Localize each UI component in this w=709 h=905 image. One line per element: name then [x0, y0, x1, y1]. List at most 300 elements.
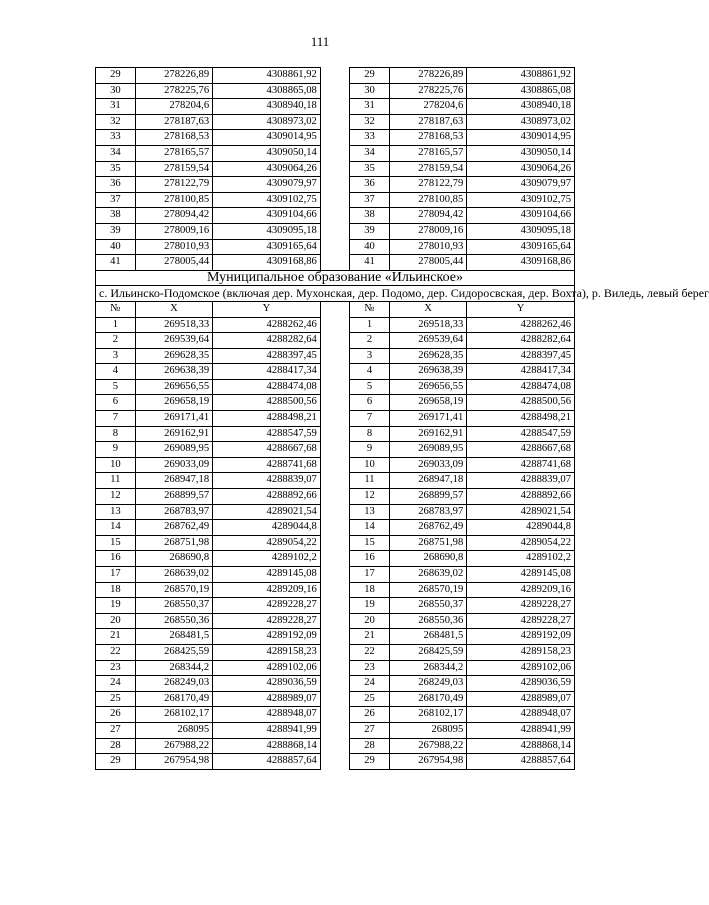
x-coordinate: 268690,8: [389, 551, 466, 567]
column-gap: [320, 395, 349, 411]
y-coordinate: 4308861,92: [467, 68, 575, 84]
y-coordinate: 4288417,34: [213, 364, 321, 380]
point-number: 22: [350, 644, 390, 660]
point-number: 31: [350, 99, 390, 115]
y-coordinate: 4288892,66: [467, 489, 575, 505]
column-gap: [320, 99, 349, 115]
y-coordinate: 4288500,56: [467, 395, 575, 411]
table-row: [96, 489, 575, 505]
point-number: 35: [350, 161, 390, 177]
y-coordinate: 4288741,68: [467, 457, 575, 473]
y-coordinate: 4288989,07: [213, 691, 321, 707]
table-row: [96, 364, 575, 380]
y-coordinate: 4288498,21: [467, 411, 575, 427]
point-number: 8: [350, 426, 390, 442]
section-subtitle-row: [96, 286, 575, 302]
column-gap: [320, 411, 349, 427]
y-coordinate: 4289021,54: [213, 504, 321, 520]
y-coordinate: 4308865,08: [213, 83, 321, 99]
point-number: 9: [350, 442, 390, 458]
point-number: 33: [350, 130, 390, 146]
column-header-x: X: [135, 301, 212, 317]
table-row: [96, 738, 575, 754]
x-coordinate: 268425,59: [389, 644, 466, 660]
x-coordinate: 269089,95: [135, 442, 212, 458]
y-coordinate: 4308940,18: [467, 99, 575, 115]
y-coordinate: 4289145,08: [467, 567, 575, 583]
point-number: 19: [96, 598, 136, 614]
x-coordinate: 278204,6: [135, 99, 212, 115]
point-number: 4: [350, 364, 390, 380]
x-coordinate: 267988,22: [389, 738, 466, 754]
table-row: [96, 660, 575, 676]
table-row: [96, 567, 575, 583]
point-number: 34: [96, 145, 136, 161]
point-number: 7: [96, 411, 136, 427]
point-number: 37: [96, 192, 136, 208]
point-number: 24: [350, 676, 390, 692]
point-number: 35: [96, 161, 136, 177]
table-row: [96, 535, 575, 551]
y-coordinate: 4289228,27: [467, 613, 575, 629]
x-coordinate: 269638,39: [389, 364, 466, 380]
y-coordinate: 4309064,26: [213, 161, 321, 177]
point-number: 41: [96, 255, 136, 271]
table-row: [96, 676, 575, 692]
coordinates-table: [95, 67, 709, 770]
column-gap: [320, 722, 349, 738]
table-row: [96, 707, 575, 723]
column-header-row: [96, 301, 575, 317]
point-number: 40: [350, 239, 390, 255]
x-coordinate: 278165,57: [135, 145, 212, 161]
y-coordinate: 4289036,59: [213, 676, 321, 692]
x-coordinate: 269656,55: [135, 379, 212, 395]
point-number: 29: [350, 754, 390, 770]
x-coordinate: 269658,19: [389, 395, 466, 411]
point-number: 13: [96, 504, 136, 520]
y-coordinate: 4289044,8: [467, 520, 575, 536]
x-coordinate: 268344,2: [135, 660, 212, 676]
table-row: [96, 613, 575, 629]
point-number: 14: [96, 520, 136, 536]
x-coordinate: 269171,41: [389, 411, 466, 427]
y-coordinate: 4288667,68: [213, 442, 321, 458]
x-coordinate: 268899,57: [389, 489, 466, 505]
x-coordinate: 268947,18: [135, 473, 212, 489]
x-coordinate: 278225,76: [389, 83, 466, 99]
point-number: 10: [96, 457, 136, 473]
column-gap: [320, 613, 349, 629]
point-number: 32: [350, 114, 390, 130]
point-number: 39: [350, 223, 390, 239]
y-coordinate: 4308940,18: [213, 99, 321, 115]
table-row: [96, 177, 575, 193]
x-coordinate: 278159,54: [135, 161, 212, 177]
column-gap: [320, 473, 349, 489]
table-row: [96, 317, 575, 333]
x-coordinate: 278009,16: [135, 223, 212, 239]
y-coordinate: 4288667,68: [467, 442, 575, 458]
table-row: [96, 348, 575, 364]
y-coordinate: 4289102,2: [213, 551, 321, 567]
x-coordinate: 278005,44: [135, 255, 212, 271]
x-coordinate: 268751,98: [389, 535, 466, 551]
table-row: [96, 114, 575, 130]
point-number: 4: [96, 364, 136, 380]
x-coordinate: 268550,36: [135, 613, 212, 629]
point-number: 39: [96, 223, 136, 239]
table-top-section: [96, 68, 575, 271]
table-row: [96, 691, 575, 707]
y-coordinate: 4289102,06: [467, 660, 575, 676]
x-coordinate: 278204,6: [389, 99, 466, 115]
x-coordinate: 269638,39: [135, 364, 212, 380]
x-coordinate: 268751,98: [135, 535, 212, 551]
y-coordinate: 4309168,86: [467, 255, 575, 271]
x-coordinate: 268170,49: [135, 691, 212, 707]
y-coordinate: 4288948,07: [213, 707, 321, 723]
x-coordinate: 278226,89: [135, 68, 212, 84]
table-row: [96, 161, 575, 177]
x-coordinate: 269033,09: [389, 457, 466, 473]
y-coordinate: 4289228,27: [467, 598, 575, 614]
y-coordinate: 4289158,23: [467, 644, 575, 660]
point-number: 30: [96, 83, 136, 99]
x-coordinate: 268570,19: [389, 582, 466, 598]
point-number: 13: [350, 504, 390, 520]
y-coordinate: 4309064,26: [467, 161, 575, 177]
column-gap: [320, 754, 349, 770]
y-coordinate: 4289054,22: [467, 535, 575, 551]
column-header-y: Y: [213, 301, 321, 317]
point-number: 23: [350, 660, 390, 676]
x-coordinate: 269628,35: [135, 348, 212, 364]
x-coordinate: 278187,63: [389, 114, 466, 130]
x-coordinate: 278187,63: [135, 114, 212, 130]
column-gap: [320, 364, 349, 380]
x-coordinate: 278168,53: [389, 130, 466, 146]
column-gap: [320, 567, 349, 583]
column-gap: [320, 348, 349, 364]
x-coordinate: 268762,49: [389, 520, 466, 536]
y-coordinate: 4288892,66: [213, 489, 321, 505]
point-number: 15: [96, 535, 136, 551]
point-number: 33: [96, 130, 136, 146]
table-row: [96, 598, 575, 614]
point-number: 16: [96, 551, 136, 567]
column-gap: [320, 255, 349, 271]
x-coordinate: 268481,5: [389, 629, 466, 645]
y-coordinate: 4288417,34: [467, 364, 575, 380]
point-number: 11: [350, 473, 390, 489]
column-gap: [320, 738, 349, 754]
point-number: 17: [96, 567, 136, 583]
column-gap: [320, 114, 349, 130]
x-coordinate: 278100,85: [389, 192, 466, 208]
column-gap: [320, 301, 349, 317]
x-coordinate: 268550,36: [389, 613, 466, 629]
y-coordinate: 4309165,64: [213, 239, 321, 255]
table-row: [96, 395, 575, 411]
table-row: [96, 239, 575, 255]
point-number: 11: [96, 473, 136, 489]
x-coordinate: 268102,17: [135, 707, 212, 723]
column-gap: [320, 239, 349, 255]
x-coordinate: 278165,57: [389, 145, 466, 161]
point-number: 28: [96, 738, 136, 754]
x-coordinate: 268249,03: [389, 676, 466, 692]
column-gap: [320, 68, 349, 84]
point-number: 40: [96, 239, 136, 255]
point-number: 3: [96, 348, 136, 364]
x-coordinate: 268899,57: [135, 489, 212, 505]
x-coordinate: 269658,19: [135, 395, 212, 411]
x-coordinate: 268762,49: [135, 520, 212, 536]
column-gap: [320, 379, 349, 395]
table-row: [96, 754, 575, 770]
table-row: [96, 192, 575, 208]
y-coordinate: 4309102,75: [467, 192, 575, 208]
point-number: 17: [350, 567, 390, 583]
table-row: [96, 722, 575, 738]
point-number: 27: [96, 722, 136, 738]
x-coordinate: 268639,02: [389, 567, 466, 583]
y-coordinate: 4288262,46: [467, 317, 575, 333]
x-coordinate: 268550,37: [135, 598, 212, 614]
x-coordinate: 268249,03: [135, 676, 212, 692]
point-number: 6: [96, 395, 136, 411]
table-row: [96, 208, 575, 224]
y-coordinate: 4289145,08: [213, 567, 321, 583]
y-coordinate: 4289192,09: [467, 629, 575, 645]
column-gap: [320, 676, 349, 692]
x-coordinate: 268783,97: [135, 504, 212, 520]
point-number: 14: [350, 520, 390, 536]
x-coordinate: 268481,5: [135, 629, 212, 645]
x-coordinate: 269539,64: [389, 333, 466, 349]
x-coordinate: 278005,44: [389, 255, 466, 271]
y-coordinate: 4288282,64: [213, 333, 321, 349]
point-number: 26: [350, 707, 390, 723]
table-row: [96, 457, 575, 473]
y-coordinate: 4289228,27: [213, 598, 321, 614]
point-number: 20: [350, 613, 390, 629]
point-number: 5: [350, 379, 390, 395]
column-header-number: №: [350, 301, 390, 317]
x-coordinate: 268095: [389, 722, 466, 738]
y-coordinate: 4289102,06: [213, 660, 321, 676]
point-number: 36: [350, 177, 390, 193]
y-coordinate: 4289044,8: [213, 520, 321, 536]
x-coordinate: 269518,33: [135, 317, 212, 333]
table-row: [96, 379, 575, 395]
column-gap: [320, 629, 349, 645]
x-coordinate: 278225,76: [135, 83, 212, 99]
x-coordinate: 268570,19: [135, 582, 212, 598]
column-gap: [320, 535, 349, 551]
table-row: [96, 68, 575, 84]
x-coordinate: 269162,91: [389, 426, 466, 442]
column-gap: [320, 442, 349, 458]
x-coordinate: 269628,35: [389, 348, 466, 364]
x-coordinate: 278010,93: [135, 239, 212, 255]
table-row: [96, 504, 575, 520]
y-coordinate: 4309050,14: [213, 145, 321, 161]
y-coordinate: 4289102,2: [467, 551, 575, 567]
y-coordinate: 4308973,02: [467, 114, 575, 130]
point-number: 7: [350, 411, 390, 427]
y-coordinate: 4288857,64: [467, 754, 575, 770]
x-coordinate: 269033,09: [135, 457, 212, 473]
point-number: 6: [350, 395, 390, 411]
point-number: 29: [350, 68, 390, 84]
point-number: 41: [350, 255, 390, 271]
y-coordinate: 4309079,97: [213, 177, 321, 193]
y-coordinate: 4289036,59: [467, 676, 575, 692]
column-gap: [320, 598, 349, 614]
point-number: 15: [350, 535, 390, 551]
point-number: 25: [96, 691, 136, 707]
y-coordinate: 4308865,08: [467, 83, 575, 99]
table-row: [96, 629, 575, 645]
x-coordinate: 268550,37: [389, 598, 466, 614]
y-coordinate: 4288397,45: [213, 348, 321, 364]
table-row: [96, 99, 575, 115]
column-gap: [320, 208, 349, 224]
y-coordinate: 4308861,92: [213, 68, 321, 84]
column-gap: [320, 582, 349, 598]
point-number: 29: [96, 754, 136, 770]
x-coordinate: 268425,59: [135, 644, 212, 660]
column-gap: [320, 161, 349, 177]
table-row: [96, 411, 575, 427]
x-coordinate: 268783,97: [389, 504, 466, 520]
column-gap: [320, 145, 349, 161]
point-number: 29: [96, 68, 136, 84]
y-coordinate: 4289054,22: [213, 535, 321, 551]
point-number: 18: [350, 582, 390, 598]
point-number: 34: [350, 145, 390, 161]
point-number: 38: [96, 208, 136, 224]
x-coordinate: 268947,18: [389, 473, 466, 489]
x-coordinate: 267954,98: [135, 754, 212, 770]
table-row: [96, 442, 575, 458]
x-coordinate: 278226,89: [389, 68, 466, 84]
column-gap: [320, 426, 349, 442]
y-coordinate: 4288397,45: [467, 348, 575, 364]
x-coordinate: 278100,85: [135, 192, 212, 208]
y-coordinate: 4288741,68: [213, 457, 321, 473]
point-number: 27: [350, 722, 390, 738]
y-coordinate: 4309165,64: [467, 239, 575, 255]
page-number: 111: [310, 34, 330, 49]
y-coordinate: 4288474,08: [467, 379, 575, 395]
table-row: [96, 145, 575, 161]
point-number: 25: [350, 691, 390, 707]
table-section-header: [96, 269, 709, 317]
table-row: [96, 83, 575, 99]
point-number: 20: [96, 613, 136, 629]
point-number: 5: [96, 379, 136, 395]
x-coordinate: 268690,8: [135, 551, 212, 567]
point-number: 12: [96, 489, 136, 505]
y-coordinate: 4288547,59: [213, 426, 321, 442]
y-coordinate: 4308973,02: [213, 114, 321, 130]
point-number: 10: [350, 457, 390, 473]
y-coordinate: 4309050,14: [467, 145, 575, 161]
table-bottom-section: [96, 317, 575, 769]
x-coordinate: 269089,95: [389, 442, 466, 458]
x-coordinate: 268170,49: [389, 691, 466, 707]
column-gap: [320, 644, 349, 660]
section-title-row: [96, 270, 575, 286]
point-number: 3: [350, 348, 390, 364]
point-number: 9: [96, 442, 136, 458]
x-coordinate: 268639,02: [135, 567, 212, 583]
x-coordinate: 278122,79: [389, 177, 466, 193]
point-number: 28: [350, 738, 390, 754]
column-gap: [320, 489, 349, 505]
column-header-y: Y: [467, 301, 575, 317]
y-coordinate: 4288498,21: [213, 411, 321, 427]
x-coordinate: 278010,93: [389, 239, 466, 255]
y-coordinate: 4288941,99: [213, 722, 321, 738]
y-coordinate: 4309104,66: [213, 208, 321, 224]
column-gap: [320, 223, 349, 239]
y-coordinate: 4288547,59: [467, 426, 575, 442]
y-coordinate: 4289228,27: [213, 613, 321, 629]
y-coordinate: 4288282,64: [467, 333, 575, 349]
column-gap: [320, 317, 349, 333]
y-coordinate: 4288474,08: [213, 379, 321, 395]
x-coordinate: 268102,17: [389, 707, 466, 723]
point-number: 2: [96, 333, 136, 349]
table-row: [96, 223, 575, 239]
y-coordinate: 4309095,18: [213, 223, 321, 239]
column-gap: [320, 707, 349, 723]
point-number: 31: [96, 99, 136, 115]
y-coordinate: 4289209,16: [213, 582, 321, 598]
point-number: 32: [96, 114, 136, 130]
point-number: 37: [350, 192, 390, 208]
point-number: 18: [96, 582, 136, 598]
y-coordinate: 4288500,56: [213, 395, 321, 411]
x-coordinate: 267954,98: [389, 754, 466, 770]
x-coordinate: 278168,53: [135, 130, 212, 146]
table-row: [96, 551, 575, 567]
point-number: 1: [96, 317, 136, 333]
y-coordinate: 4309104,66: [467, 208, 575, 224]
point-number: 19: [350, 598, 390, 614]
y-coordinate: 4288262,46: [213, 317, 321, 333]
x-coordinate: 278159,54: [389, 161, 466, 177]
y-coordinate: 4309014,95: [213, 130, 321, 146]
column-gap: [320, 520, 349, 536]
column-gap: [320, 333, 349, 349]
table-row: [96, 333, 575, 349]
column-gap: [320, 551, 349, 567]
column-gap: [320, 660, 349, 676]
y-coordinate: 4288857,64: [213, 754, 321, 770]
point-number: 22: [96, 644, 136, 660]
column-gap: [320, 192, 349, 208]
column-header-x: X: [389, 301, 466, 317]
section-title: Муниципальное образование «Ильинское»: [96, 270, 575, 286]
y-coordinate: 4309168,86: [213, 255, 321, 271]
x-coordinate: 269171,41: [135, 411, 212, 427]
y-coordinate: 4288868,14: [213, 738, 321, 754]
